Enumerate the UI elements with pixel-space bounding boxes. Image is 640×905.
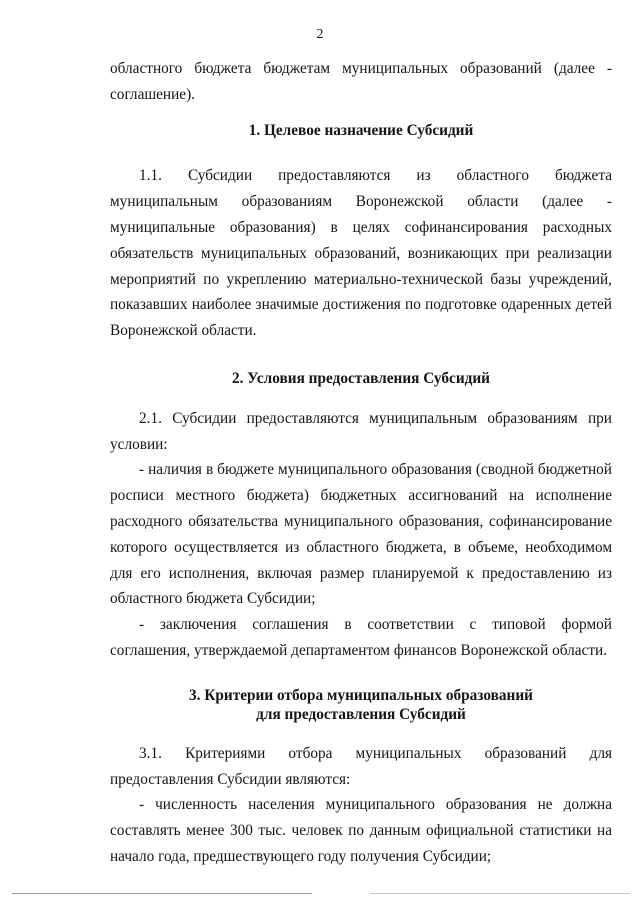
section-heading-3-line-1: 3. Критерии отбора муниципальных образований <box>189 686 533 704</box>
document-body <box>110 56 612 870</box>
section-heading-3 <box>110 686 612 724</box>
paragraph-condition-budget: - наличия в бюджете муниципального образования (сводной бюджетной росписи местного бюджета) бюджетных ассигнований на исполнение расходного обязательства муниципального образования, софинансирование которого осуществляется из областного бюджета, в объеме, необходимом для его исполнения, включая размер планируемой к предоставлению из областного бюджета Субсидии; <box>110 461 612 608</box>
paragraph-condition-agreement: - заключения соглашения в соответствии с типовой формой соглашения, утверждаемой департаментом финансов Воронежской области. <box>110 616 612 659</box>
paragraph-criterion-population: - численность населения муниципального образования не должна составлять менее 300 тыс. человек по данным официальной статистики на начало года, предшествующего году получения Субсидии; <box>110 796 612 865</box>
page-number: 2 <box>316 27 324 42</box>
bottom-scan-line <box>12 893 312 894</box>
section-heading-2: 2. Условия предоставления Субсидий <box>231 369 490 387</box>
paragraph-agreement-continuation: областного бюджета бюджетам муниципальных образований (далее - соглашение). <box>110 60 612 103</box>
section-heading-3-line-2: для предоставления Субсидий <box>256 705 466 723</box>
paragraph-2-1: 2.1. Субсидии предоставляются муниципальным образованиям при условии: <box>110 409 612 453</box>
paragraph-3-1: 3.1. Критериями отбора муниципальных образований для предоставления Субсидии являются: <box>110 744 612 788</box>
bottom-scan-line-right <box>370 893 630 894</box>
section-heading-1: 1. Целевое назначение Субсидий <box>248 121 474 139</box>
paragraph-1-1: 1.1. Субсидии предоставляются из областного бюджета муниципальным образованиям Воронежской области (далее - муниципальные образования) в целях софинансирования расходных обязательств муниципальных образований, возникающих при реализации мероприятий по укреплению материально-технической базы учреждений, показавших наиболее значимые достижения по подготовке одаренных детей Воронежской области. <box>110 167 612 340</box>
